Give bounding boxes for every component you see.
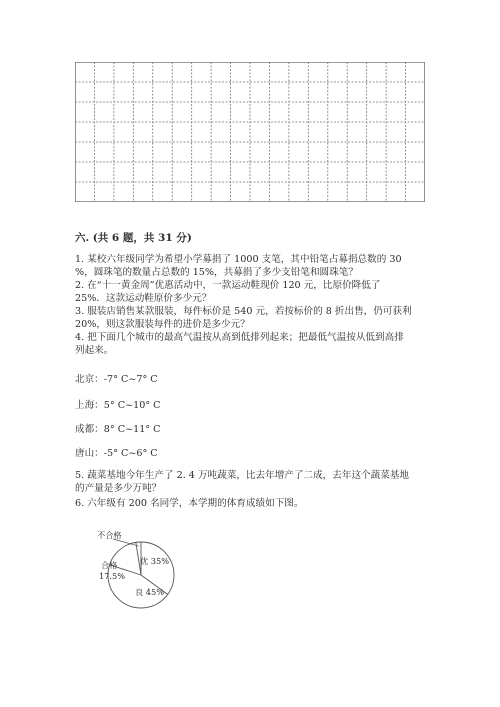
question-6: 6. 六年级有 200 名同学，本学期的体育成绩如下图。 [75, 498, 304, 509]
question-4-line-2: 列起来。 [75, 345, 114, 356]
question-3-line-1: 3. 服装店销售某款服装，每件标价是 540 元，若按标价的 8 折出售，仍可获利 [75, 306, 412, 317]
question-1 [75, 253, 427, 279]
section-title: 六. (共 6 题，共 31 分) [75, 232, 192, 244]
city-tangshan: 唐山：-5° C~6° C [75, 448, 158, 459]
pie-label-ok: 良 45% [135, 587, 164, 597]
writing-grid [75, 62, 425, 202]
city-shanghai: 上海：5° C~10° C [75, 400, 161, 411]
question-5-line-1: 5. 蔬菜基地今年生产了 2. 4 万吨蔬菜，比去年增产了二成，去年这个蔬菜基地 [75, 470, 410, 481]
pie-label-good-excellent: 优 35% [140, 556, 169, 566]
pie-label-pass-pct: 17.5% [99, 571, 126, 581]
city-beijing: 北京：-7° C~7° C [75, 374, 158, 385]
question-1-line-1: 1. 某校六年级同学为希望小学募捐了 1000 支笔，其中铅笔占募捐总数的 30 [75, 254, 402, 265]
question-1-line-2: %，圆珠笔的数量占总数的 15%，共募捐了多少支铅笔和圆珠笔？ [75, 267, 358, 278]
pie-label-fail: 不合格 [97, 530, 122, 540]
question-2 [75, 279, 427, 305]
pie-label-pass: 合格 [101, 560, 118, 570]
question-2-line-1: 2. 在“十一黄金周”优惠活动中，一款运动鞋现价 120 元，比原价降低了 [75, 280, 381, 291]
question-4 [75, 331, 427, 357]
question-2-line-2: 25%．这款运动鞋原价多少元？ [75, 293, 212, 304]
pie-chart [95, 530, 190, 610]
question-5 [75, 469, 427, 495]
question-5-line-2: 的产量是多少万吨？ [75, 483, 162, 494]
city-chengdu: 成都：8° C~11° C [75, 424, 161, 435]
question-4-line-1: 4. 把下面几个城市的最高气温按从高到低排列起来；把最低气温按从低到高排 [75, 332, 404, 343]
question-3 [75, 305, 427, 331]
question-3-line-2: 20%，则这款服装每件的进价是多少元？ [75, 319, 250, 330]
writing-grid-lines [75, 62, 425, 202]
